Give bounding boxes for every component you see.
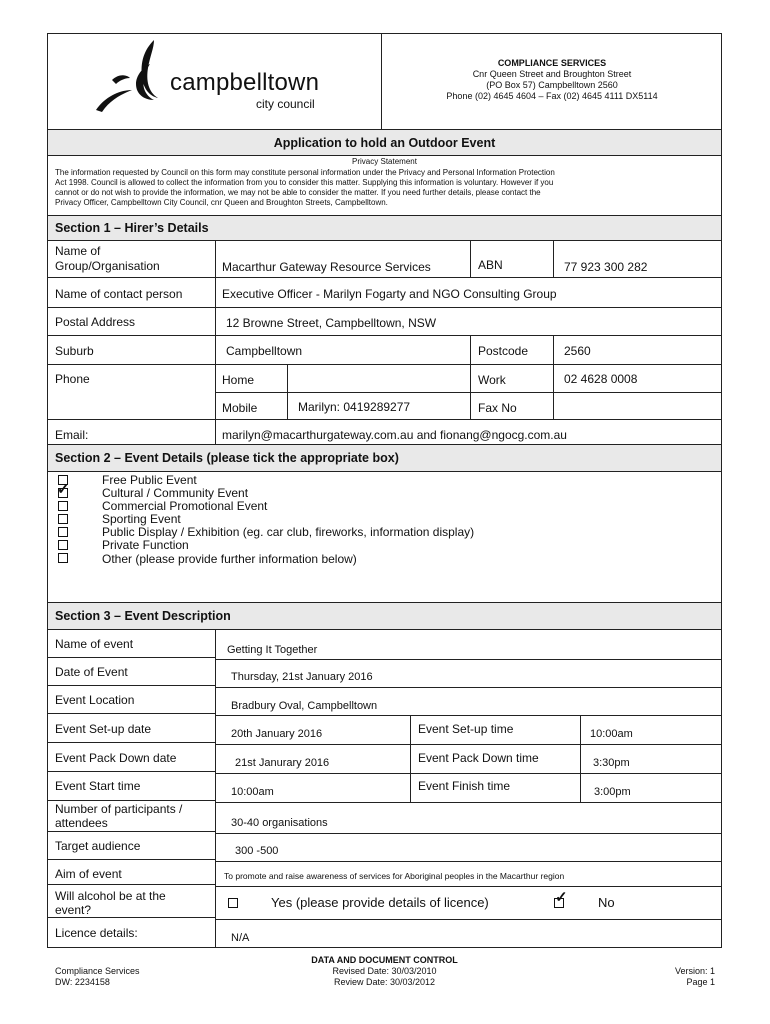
abn-label: ABN	[478, 258, 503, 272]
option-label: Cultural / Community Event	[102, 486, 249, 500]
org-value[interactable]: Macarthur Gateway Resource Services	[222, 260, 431, 274]
alcohol-label-1: Will alcohol be at the	[55, 889, 166, 903]
setup-time-value[interactable]: 10:00am	[590, 728, 633, 740]
row-line	[47, 335, 722, 336]
s3-line	[47, 629, 722, 630]
pack-date-value[interactable]: 21st Janurary 2016	[235, 757, 330, 769]
doc-version	[560, 966, 715, 988]
header-divider	[381, 33, 382, 129]
org-subtitle: city council	[256, 97, 315, 111]
revised-date: Revised Date: 30/03/2010	[332, 966, 437, 976]
privacy-heading: Privacy Statement	[352, 157, 417, 166]
s2-line	[47, 471, 722, 472]
frame-left	[47, 33, 48, 948]
home-label: Home	[222, 373, 255, 387]
address-line-2: (PO Box 57) Campbelltown 2560	[486, 80, 618, 90]
email-value[interactable]: marilyn@macarthurgateway.com.au and fionang@ngocg.com.au	[222, 428, 567, 442]
event-location-value[interactable]: Bradbury Oval, Campbelltown	[231, 700, 378, 712]
fax-label: Fax No	[478, 401, 517, 415]
row-line	[215, 392, 722, 393]
frame-bottom	[47, 947, 722, 948]
s1-col-line	[215, 240, 216, 444]
setup-date-value[interactable]: 20th January 2016	[231, 728, 323, 740]
org-label-2: Group/Organisation	[55, 259, 160, 273]
s3-col-line	[215, 629, 216, 947]
start-time-label: Event Start time	[55, 779, 141, 793]
checkmark-icon: ✓	[555, 889, 568, 906]
option-label: Commercial Promotional Event	[102, 499, 268, 513]
event-name-label: Name of event	[55, 637, 134, 651]
label-line	[47, 657, 215, 658]
option-label: Sporting Event	[102, 512, 181, 526]
title-line	[47, 155, 722, 156]
postcode-label: Postcode	[478, 344, 529, 358]
s3-col-line	[580, 715, 581, 802]
section1-title: Section 1 – Hirer’s Details	[55, 221, 209, 235]
setup-time-label: Event Set-up time	[418, 722, 514, 736]
compliance-services: Compliance Services	[55, 966, 140, 976]
privacy-line: Act 1998. Council is allowed to collect the information from you to consider this matter. Supplying this information is voluntary. However if you	[55, 178, 554, 187]
row-line	[215, 861, 722, 862]
option-label: Private Function	[102, 538, 189, 552]
finish-time-label: Event Finish time	[418, 779, 511, 793]
option-label: Free Public Event	[102, 473, 197, 487]
label-line	[47, 800, 215, 801]
abn-value[interactable]: 77 923 300 282	[564, 260, 648, 274]
s1-col-line	[553, 240, 554, 277]
row-line	[47, 364, 722, 365]
checkbox-icon[interactable]	[58, 514, 68, 524]
s3-col-line	[410, 715, 411, 802]
event-date-label: Date of Event	[55, 665, 128, 679]
email-label: Email:	[55, 428, 89, 442]
work-value[interactable]: 02 4628 0008	[564, 372, 638, 386]
label-line	[47, 831, 215, 832]
privacy-statement	[55, 168, 717, 208]
row-line	[215, 802, 722, 803]
label-line	[47, 917, 215, 918]
participants-label-2: attendees	[55, 816, 108, 830]
review-date: Review Date: 30/03/2012	[333, 977, 436, 987]
event-location-label: Event Location	[55, 693, 135, 707]
section3-title: Section 3 – Event Description	[55, 609, 231, 623]
row-line	[215, 715, 722, 716]
s1-col-line	[470, 240, 471, 277]
label-line	[47, 685, 215, 686]
address-line-1: Cnr Queen Street and Broughton Street	[472, 69, 632, 79]
label-line	[47, 742, 215, 743]
finish-time-value[interactable]: 3:00pm	[594, 786, 631, 798]
privacy-line: cannot or do not wish to provide the information, we may not be able to consider the matter. If you need further details, please contact the	[55, 188, 541, 197]
aim-value[interactable]: To promote and raise awareness of services for Aboriginal peoples in the Macarthur region	[224, 871, 565, 881]
checkbox-icon[interactable]	[58, 527, 68, 537]
checkbox-icon[interactable]	[58, 553, 68, 563]
row-line	[215, 833, 722, 834]
row-line	[47, 419, 722, 420]
checkbox-icon[interactable]	[58, 540, 68, 550]
postcode-value[interactable]: 2560	[564, 344, 591, 358]
row-line	[215, 886, 722, 887]
start-time-value[interactable]: 10:00am	[231, 786, 274, 798]
phone-fax: Phone (02) 4645 4604 – Fax (02) 4645 4111 DX5114	[446, 91, 658, 101]
setup-date-label: Event Set-up date	[55, 722, 152, 736]
audience-value[interactable]: 300 -500	[235, 845, 279, 857]
privacy-line: Privacy Officer, Campbelltown City Council, cnr Queen and Broughton Streets, Campbelltown.	[55, 198, 388, 207]
checkbox-icon[interactable]	[58, 501, 68, 511]
s1-col-line	[553, 335, 554, 419]
row-line	[215, 919, 722, 920]
participants-value[interactable]: 30-40 organisations	[231, 817, 328, 829]
suburb-value[interactable]: Campbelltown	[226, 344, 303, 358]
alcohol-yes-label: Yes (please provide details of licence)	[271, 895, 489, 910]
doc-owner	[55, 966, 140, 988]
row-line	[215, 687, 722, 688]
alcohol-no-label: No	[598, 895, 615, 910]
s1-col-line	[470, 335, 471, 419]
alcohol-label-2: event?	[55, 903, 92, 917]
participants-label-1: Number of participants /	[55, 802, 183, 816]
contact-label: Name of contact person	[55, 287, 183, 301]
checkmark-icon: ✓	[57, 481, 70, 498]
event-name-value[interactable]: Getting It Together	[227, 644, 318, 656]
row-line	[215, 773, 722, 774]
licence-label: Licence details:	[55, 926, 138, 940]
phone-label: Phone	[55, 372, 90, 386]
licence-value[interactable]: N/A	[231, 932, 250, 944]
postal-value[interactable]: 12 Browne Street, Campbelltown, NSW	[226, 316, 437, 330]
privacy-line: The information requested by Council on this form may constitute personal information under the Privacy and Personal Information Protection	[55, 168, 555, 177]
label-line	[47, 884, 215, 885]
postal-label: Postal Address	[55, 315, 136, 329]
row-line	[47, 277, 722, 278]
org-label-1: Name of	[55, 244, 101, 258]
contact-value[interactable]: Executive Officer - Marilyn Fogarty and NGO Consulting Group	[222, 287, 557, 301]
header-contact-block	[384, 58, 720, 102]
mobile-label: Mobile	[222, 401, 258, 415]
pack-time-value[interactable]: 3:30pm	[593, 757, 630, 769]
aim-label: Aim of event	[55, 867, 122, 881]
frame-top	[47, 33, 722, 34]
mobile-value[interactable]: Marilyn: 0419289277	[298, 400, 411, 414]
section2-title: Section 2 – Event Details (please tick the appropriate box)	[55, 451, 399, 465]
suburb-label: Suburb	[55, 344, 94, 358]
dept-name: COMPLIANCE SERVICES	[497, 58, 607, 68]
version: Version: 1	[674, 966, 715, 976]
org-name: campbelltown	[170, 69, 320, 96]
row-line	[215, 659, 722, 660]
row-line	[47, 307, 722, 308]
label-line	[47, 713, 215, 714]
audience-label: Target audience	[55, 839, 141, 853]
option-label: Other (please provide further information below)	[102, 552, 357, 566]
dw-number: DW: 2234158	[55, 977, 110, 987]
s1-col-line	[287, 364, 288, 419]
s1-line	[47, 240, 722, 241]
form-title: Application to hold an Outdoor Event	[273, 136, 496, 150]
frame-right	[721, 33, 722, 948]
page-number: Page 1	[686, 977, 715, 987]
label-line	[47, 771, 215, 772]
doc-control-title: DATA AND DOCUMENT CONTROL	[311, 955, 458, 965]
work-label: Work	[478, 373, 506, 387]
pack-time-label: Event Pack Down time	[418, 751, 539, 765]
label-line	[47, 859, 215, 860]
pack-date-label: Event Pack Down date	[55, 751, 177, 765]
event-date-value[interactable]: Thursday, 21st January 2016	[231, 671, 373, 683]
row-line	[215, 744, 722, 745]
alcohol-yes-checkbox[interactable]	[228, 898, 238, 908]
option-label: Public Display / Exhibition (eg. car club, fireworks, information display)	[102, 525, 475, 539]
